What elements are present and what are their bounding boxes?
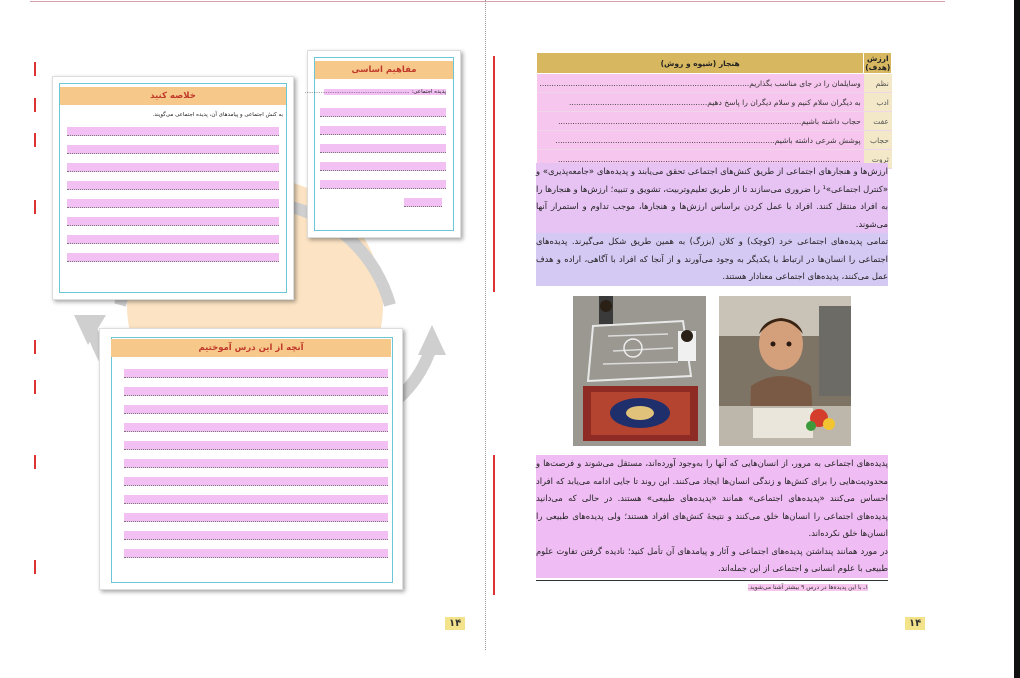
learned-card <box>99 328 403 590</box>
answer-line <box>124 423 388 432</box>
value-cell: ثروت <box>864 150 892 169</box>
norm-cell: به دیگران سلام کنیم و سلام دیگران را پاسخ دهیم.......................................................... <box>537 93 864 112</box>
table-row <box>537 74 892 93</box>
footnote: ۱ـ با این پدیده‌ها در درس ۹ بیشتر آشنا می‌شوید. <box>748 584 869 591</box>
answer-line <box>320 126 446 135</box>
margin-marker <box>34 98 36 112</box>
page-number-right: ۱۴ <box>905 617 925 630</box>
answer-line <box>124 405 388 414</box>
answer-line <box>124 477 388 486</box>
answer-line <box>67 181 279 190</box>
answer-line <box>124 549 388 558</box>
body-text-bottom <box>536 455 888 578</box>
summary-first-line: به کنش اجتماعی و پیامدهای آن، پدیده اجتماعی می‌گویند. <box>152 112 283 118</box>
page-divider <box>485 0 486 650</box>
paragraph-2: تمامی پدیده‌های اجتماعی خرد (کوچک) و کلان (بزرگ) به همین طریق شکل می‌گیرند. پدیده‌های اجتماعی را انسان‌ها در ارتباط با یکدیگر به وجود می‌آورند و از آنجا که افراد با آگاهی، اراده و هدف عمل می‌کنند، پدیده‌های اجتماعی معنادار هستند. <box>536 233 888 286</box>
margin-marker <box>34 340 36 354</box>
footnote-rule <box>536 580 888 581</box>
answer-line <box>320 144 446 153</box>
value-cell: حجاب <box>864 131 892 150</box>
value-column-header: ارزش (هدف) <box>865 54 891 72</box>
summary-card <box>52 76 294 300</box>
table-row <box>537 131 892 150</box>
paragraph-4: در مورد همانند پنداشتن پدیده‌های اجتماعی و آثار و پیامدهای آن تأمل کنید؛ نادیده گرفتن تفاوت علوم طبیعی با علوم انسانی و اجتماعی از این جمله‌اند. <box>536 543 888 578</box>
paragraph-3: پدیده‌های اجتماعی به مرور، از انسان‌هایی که آنها را به‌وجود آورده‌اند، مستقل می‌شوند و فرصت‌ها و محدودیت‌هایی را برای کنش‌ها و زندگی انسان‌ها ایجاد می‌کنند. این روند تا جایی ادامه می‌یابد که افراد احساس می‌کنند «پدیده‌های اجتماعی» همانند «پدیده‌های طبیعی» هستند. در حالی که می‌دانید پدیده‌های اجتماعی را انسان‌ها خلق می‌کنند و نتیجهٔ کنش‌های افراد هستند؛ ولی پدیده‌های طبیعی را انسان‌ها خلق نکرده‌اند. <box>536 455 888 543</box>
answer-line <box>320 180 446 189</box>
margin-marker <box>34 200 36 214</box>
answer-line <box>124 441 388 450</box>
answer-line <box>67 235 279 244</box>
answer-line <box>124 531 388 540</box>
answer-line <box>320 162 446 171</box>
answer-line <box>67 127 279 136</box>
margin-marker <box>34 560 36 574</box>
answer-line <box>67 253 279 262</box>
body-text-top <box>536 163 888 286</box>
answer-line <box>67 199 279 208</box>
answer-line <box>67 163 279 172</box>
norm-column-header: هنجار (شیوه و روش) <box>537 53 864 74</box>
margin-marker <box>34 455 36 469</box>
answer-line <box>124 369 388 378</box>
window-edge <box>1014 0 1020 678</box>
top-rule <box>30 1 945 2</box>
answer-line <box>404 198 442 207</box>
answer-line <box>124 387 388 396</box>
answer-line <box>67 217 279 226</box>
photo-children-carpet <box>573 296 706 446</box>
norm-cell: ............................................................................................................................... <box>537 150 864 169</box>
margin-marker <box>493 56 495 292</box>
answer-line <box>124 495 388 504</box>
value-cell: ادب <box>864 93 892 112</box>
margin-marker <box>34 62 36 76</box>
concept-first-line: پدیده اجتماعی: ............................................................ <box>304 89 446 95</box>
answer-line <box>67 145 279 154</box>
answer-line <box>124 459 388 468</box>
margin-marker <box>493 455 495 595</box>
table-row <box>537 112 892 131</box>
value-cell: عفت <box>864 112 892 131</box>
concepts-title: مفاهیم اساسی <box>315 61 453 79</box>
values-norms-table <box>536 52 892 169</box>
paragraph-1: ارزش‌ها و هنجارهای اجتماعی از طریق کنش‌های اجتماعی تحقق می‌یابند و پدیده‌های «جامعه‌پذیری» و «کنترل اجتماعی»¹ را ضروری می‌سازند تا از طریق تعلیم‌وتربیت، تشویق و تنبیه؛ ارزش‌ها و هنجارها را به افراد منتقل کنند. افراد با عمل کردن براساس ارزش‌ها و هنجارها، موجب تداوم و استمرار آنها می‌شوند. <box>536 163 888 233</box>
answer-line <box>124 513 388 522</box>
concepts-card <box>304 50 461 238</box>
norm-cell: وسایلمان را در جای مناسب بگذاریم........................................................................................ <box>537 74 864 93</box>
margin-marker <box>34 133 36 147</box>
table-row <box>537 93 892 112</box>
learned-title: آنچه از این درس آموختیم <box>111 339 391 357</box>
margin-marker <box>34 380 36 394</box>
answer-line <box>320 108 446 117</box>
page-number-left: ۱۴ <box>445 617 465 630</box>
photo-boy <box>719 296 851 446</box>
value-cell: نظم <box>864 74 892 93</box>
norm-cell: حجاب داشته باشیم...................................................................................................... <box>537 112 864 131</box>
norm-cell: پوشش شرعی داشته باشیم............................................................................................ <box>537 131 864 150</box>
summary-title: خلاصه کنید <box>60 87 286 105</box>
